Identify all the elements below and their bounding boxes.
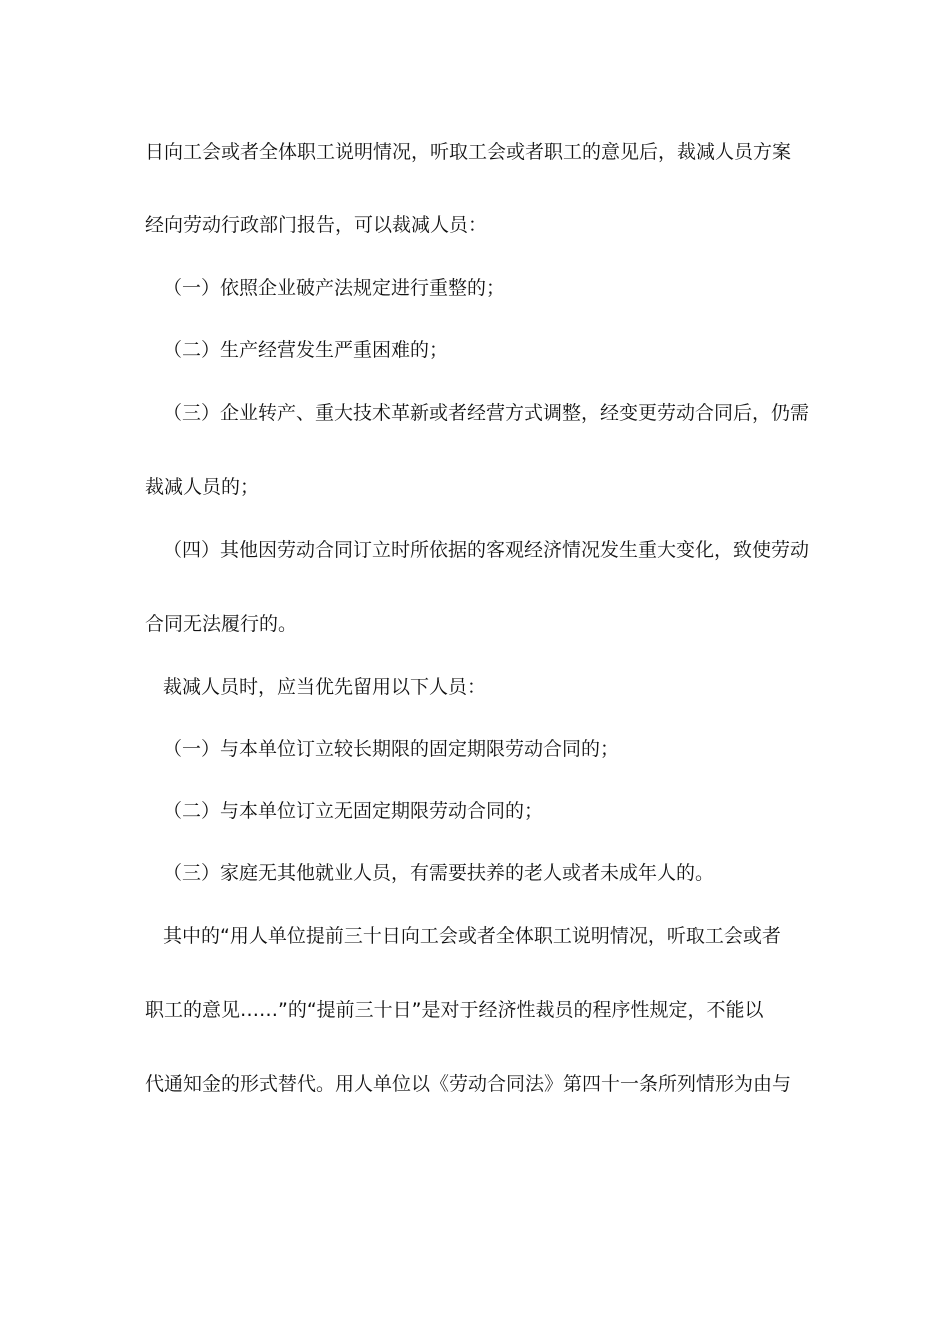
list-item: （二）生产经营发生严重困难的；: [163, 339, 449, 361]
paragraph-line: 合同无法履行的。: [145, 613, 298, 635]
list-item: （一）依照企业破产法规定进行重整的；: [163, 277, 506, 299]
paragraph-line: 日向工会或者全体职工说明情况，听取工会或者职工的意见后，裁减人员方案: [145, 141, 792, 163]
paragraph-line: 职工的意见……”的“提前三十日”是对于经济性裁员的程序性规定，不能以: [145, 999, 764, 1021]
list-item: （四）其他因劳动合同订立时所依据的客观经济情况发生重大变化，致使劳动: [163, 539, 810, 561]
paragraph-line: 裁减人员时，应当优先留用以下人员：: [163, 676, 487, 698]
paragraph-line: 其中的“用人单位提前三十日向工会或者全体职工说明情况，听取工会或者: [163, 925, 781, 947]
list-item: （三）家庭无其他就业人员，有需要扶养的老人或者未成年人的。: [163, 862, 715, 884]
list-item: （一）与本单位订立较长期限的固定期限劳动合同的；: [163, 738, 620, 760]
paragraph-line: 裁减人员的；: [145, 476, 260, 498]
list-item: （二）与本单位订立无固定期限劳动合同的；: [163, 800, 544, 822]
list-item: （三）企业转产、重大技术革新或者经营方式调整，经变更劳动合同后，仍需: [163, 402, 810, 424]
paragraph-line: 经向劳动行政部门报告，可以裁减人员：: [145, 214, 488, 236]
paragraph-line: 代通知金的形式替代。用人单位以《劳动合同法》第四十一条所列情形为由与: [145, 1073, 792, 1095]
